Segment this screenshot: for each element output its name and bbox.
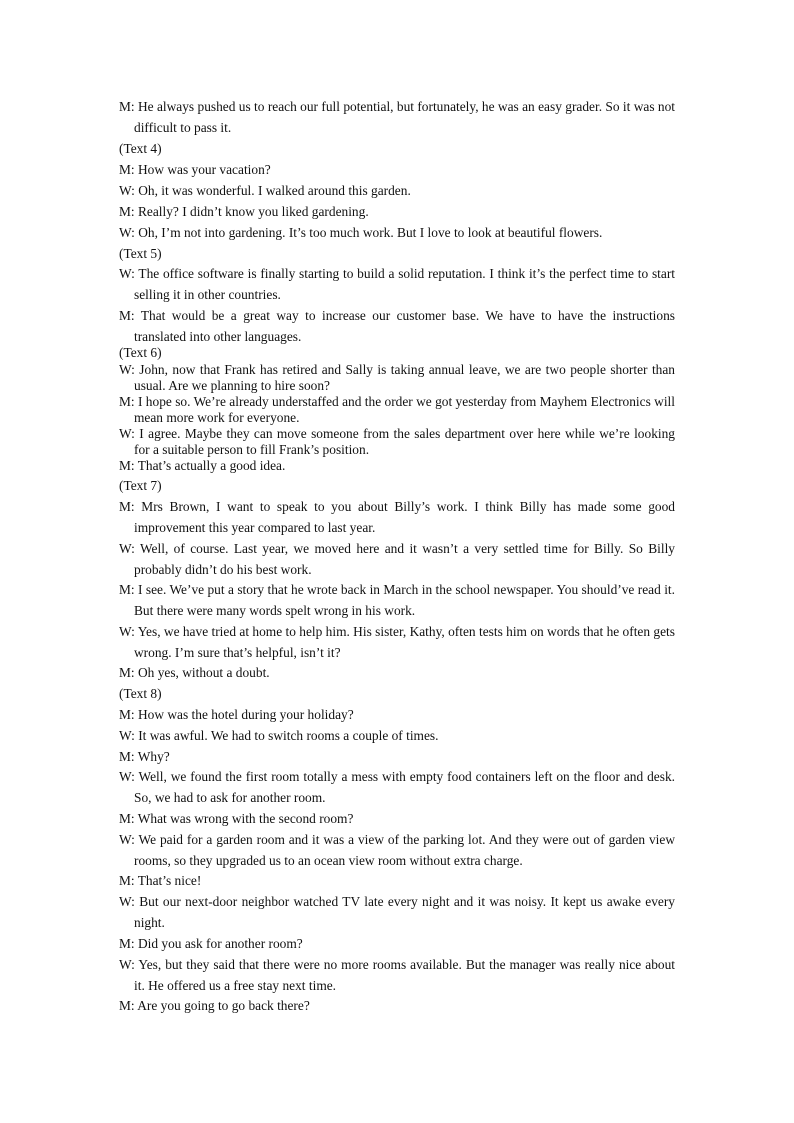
dialogue-line: W: Oh, I’m not into gardening. It’s too much work. But I love to look at beautiful flowers. <box>119 225 603 240</box>
dialogue-line: W: Oh, it was wonderful. I walked around this garden. <box>119 183 411 198</box>
dialogue-line: W: I agree. Maybe they can move someone from the sales department over here while we’re looking for a suitable person to fill Frank’s position. <box>119 426 675 457</box>
dialogue-line: M: Are you going to go back there? <box>119 998 310 1013</box>
dialogue-line: W: But our next-door neighbor watched TV late every night and it was noisy. It kept us awake every night. <box>119 894 675 930</box>
section-heading: (Text 8) <box>119 686 162 701</box>
dialogue-line: M: I hope so. We’re already understaffed and the order we got yesterday from Mayhem Electronics will mean more work for everyone. <box>119 394 675 425</box>
dialogue-line: M: Really? I didn’t know you liked gardening. <box>119 204 369 219</box>
dialogue-line: W: It was awful. We had to switch rooms a couple of times. <box>119 728 439 743</box>
dialogue-line: M: What was wrong with the second room? <box>119 811 354 826</box>
section-heading: (Text 4) <box>119 141 162 156</box>
dialogue-line: M: Oh yes, without a doubt. <box>119 665 270 680</box>
section-heading: (Text 5) <box>119 246 162 261</box>
dialogue-line: M: How was the hotel during your holiday? <box>119 707 354 722</box>
section-heading: (Text 6) <box>119 345 162 360</box>
dialogue-line: M: Mrs Brown, I want to speak to you about Billy’s work. I think Billy has made some good improvement this year compared to last year. <box>119 499 675 535</box>
dialogue-line: W: The office software is finally starting to build a solid reputation. I think it’s the perfect time to start selling it in other countries. <box>119 266 675 302</box>
dialogue-line: W: We paid for a garden room and it was a view of the parking lot. And they were out of garden view rooms, so they upgraded us to an ocean view room without extra charge. <box>119 832 675 868</box>
dialogue-line: M: That’s nice! <box>119 873 202 888</box>
section-heading: (Text 7) <box>119 478 162 493</box>
dialogue-line: W: John, now that Frank has retired and Sally is taking annual leave, we are two people shorter than usual. Are we planning to hire soon? <box>119 362 675 393</box>
dialogue-line: W: Yes, but they said that there were no more rooms available. But the manager was really nice about it. He offered us a free stay next time. <box>119 957 675 993</box>
dialogue-line: M: How was your vacation? <box>119 162 271 177</box>
dialogue-line: M: Why? <box>119 749 170 764</box>
dialogue-line: M: I see. We’ve put a story that he wrote back in March in the school newspaper. You should’ve read it. But there were many words spelt wrong in his work. <box>119 582 675 618</box>
dialogue-line: W: Yes, we have tried at home to help him. His sister, Kathy, often tests him on words that he often gets wrong. I’m sure that’s helpful, isn’t it? <box>119 624 675 660</box>
dialogue-line: W: Well, we found the first room totally a mess with empty food containers left on the floor and desk. So, we had to ask for another room. <box>119 769 675 805</box>
dialogue-line: M: That’s actually a good idea. <box>119 458 286 473</box>
dialogue-line: M: That would be a great way to increase our customer base. We have to have the instructions translated into other languages. <box>119 308 675 344</box>
dialogue-line: M: Did you ask for another room? <box>119 936 303 951</box>
dialogue-line: W: Well, of course. Last year, we moved here and it wasn’t a very settled time for Billy. So Billy probably didn’t do his best work. <box>119 541 675 577</box>
dialogue-line: M: He always pushed us to reach our full potential, but fortunately, he was an easy grader. So it was not difficult to pass it. <box>119 99 675 135</box>
